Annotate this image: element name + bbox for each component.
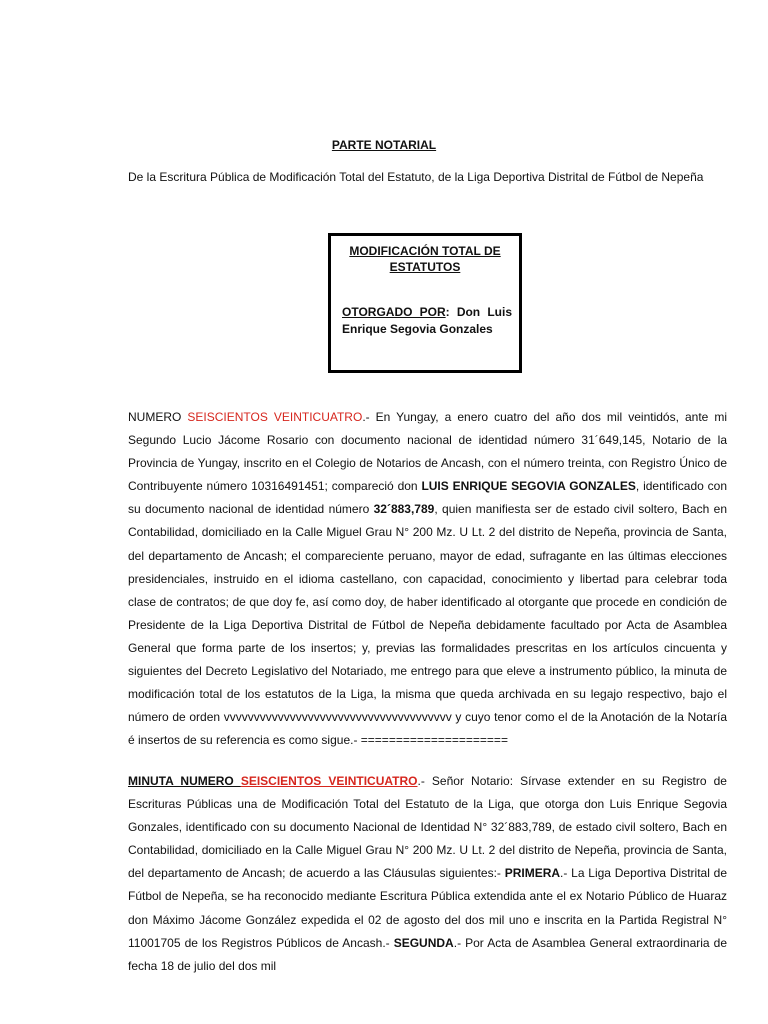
minuta-text-2: .- La Liga Deportiva Distrital de Fútbol de Nepeña, se ha reconocido mediante Escritura Pública extendida ante el ex Notario Público de Huaraz don Máximo Jácome González expedida el 02 de agosto del dos mil uno e inscrita en la Partida Registral N° 11001705 de los Registros Públicos de Ancash.- bbox=[128, 866, 727, 950]
appearer-dni: 32´883,789 bbox=[373, 502, 435, 517]
clause-primera: PRIMERA bbox=[504, 866, 561, 881]
deed-text-3: , identificado con su documento nacional de identidad número bbox=[128, 479, 727, 517]
clause-segunda: SEGUNDA bbox=[393, 935, 454, 950]
granted-value: : Don Luis Enrique Segovia Gonzales bbox=[342, 305, 512, 336]
appearer-name: LUIS ENRIQUE SEGOVIA GONZALES bbox=[421, 479, 636, 494]
box-granted-by bbox=[342, 304, 512, 338]
box-heading-line1: MODIFICACIÓN TOTAL DE bbox=[349, 244, 501, 258]
summary-box bbox=[328, 233, 522, 373]
deed-text-2: .- En Yungay, a enero cuatro del año dos mil veintidós, ante mi Segundo Lucio Jácome Rosario con documento nacional de identidad número 31´649,145, Notario de la Provincia de Yungay, inscrito en el Colegio de Notarios de Ancash, con el número treinta, con Registro Único de Contribuyente número 10316491451; compareció don bbox=[128, 410, 728, 494]
paragraph-minuta bbox=[128, 770, 727, 978]
document-subtitle: De la Escritura Pública de Modificación Total del Estatuto, de la Liga Deportiva Distrital de Fútbol de Nepeña bbox=[128, 170, 704, 184]
minuta-text-1: .- Señor Notario: Sírvase extender en su Registro de Escrituras Públicas una de Modificación Total del Estatuto de la Liga, que otorga don Luis Enrique Segovia Gonzales, identificado con su documento Nacional de Identidad N° 32´883,789, de estado civil soltero, Bach en Contabilidad, domiciliado en la Calle Miguel Grau N° 200 Mz. U Lt. 2 del distrito de Nepeña, provincia de Santa, del departamento de Ancash; de acuerdo a las Cláusulas siguientes:- bbox=[128, 774, 727, 881]
granted-label: OTORGADO POR bbox=[342, 305, 446, 319]
minuta-number-words: SEISCIENTOS VEINTICUATRO bbox=[240, 774, 418, 788]
box-heading bbox=[331, 243, 519, 275]
deed-number-words: SEISCIENTOS VEINTICUATRO bbox=[187, 410, 363, 424]
box-heading-line2: ESTATUTOS bbox=[389, 260, 461, 274]
minuta-label: MINUTA NUMERO bbox=[128, 774, 241, 788]
minuta-text-3: .- Por Acta de Asamblea General extraordinaria de fecha 18 de julio del dos mil bbox=[128, 935, 727, 973]
paragraph-deed bbox=[128, 406, 727, 752]
deed-text-4: , quien manifiesta ser de estado civil soltero, Bach en Contabilidad, domiciliado en la Calle Miguel Grau N° 200 Mz. U Lt. 2 del distrito de Nepeña, provincia de Santa, del departamento de Ancash; el compareciente peruano, mayor de edad, sufragante en las últimas elecciones presidenciales, instruido en el idioma castellano, con capacidad, conocimiento y libertad para celebrar toda clase de contratos; de que doy fe, así como doy, de haber identificado al otorgante que procede en condición de Presidente de la Liga Deportiva Distrital de Fútbol de Nepeña debidamente facultado por Acta de Asamblea General que forma parte de los insertos; y, previas las formalidades prescritas en los artículos cincuenta y siguientes del Decreto Legislativo del Notariado, me entrego para que eleve a instrumento público, la minuta de modificación total de los estatutos de la Liga, la misma que queda archivada en su legajo respectivo, bajo el número de orden vvvvvvvvvvvvvvvvvvvvvvvvvvvvvvvvvvvvvv y cuyo tenor como el de la Anotación de la Notaría é insertos de su referencia es como sigue.- ===================== bbox=[128, 502, 727, 748]
deed-text-1: NUMERO bbox=[128, 410, 188, 424]
document-title: PARTE NOTARIAL bbox=[331, 138, 437, 152]
